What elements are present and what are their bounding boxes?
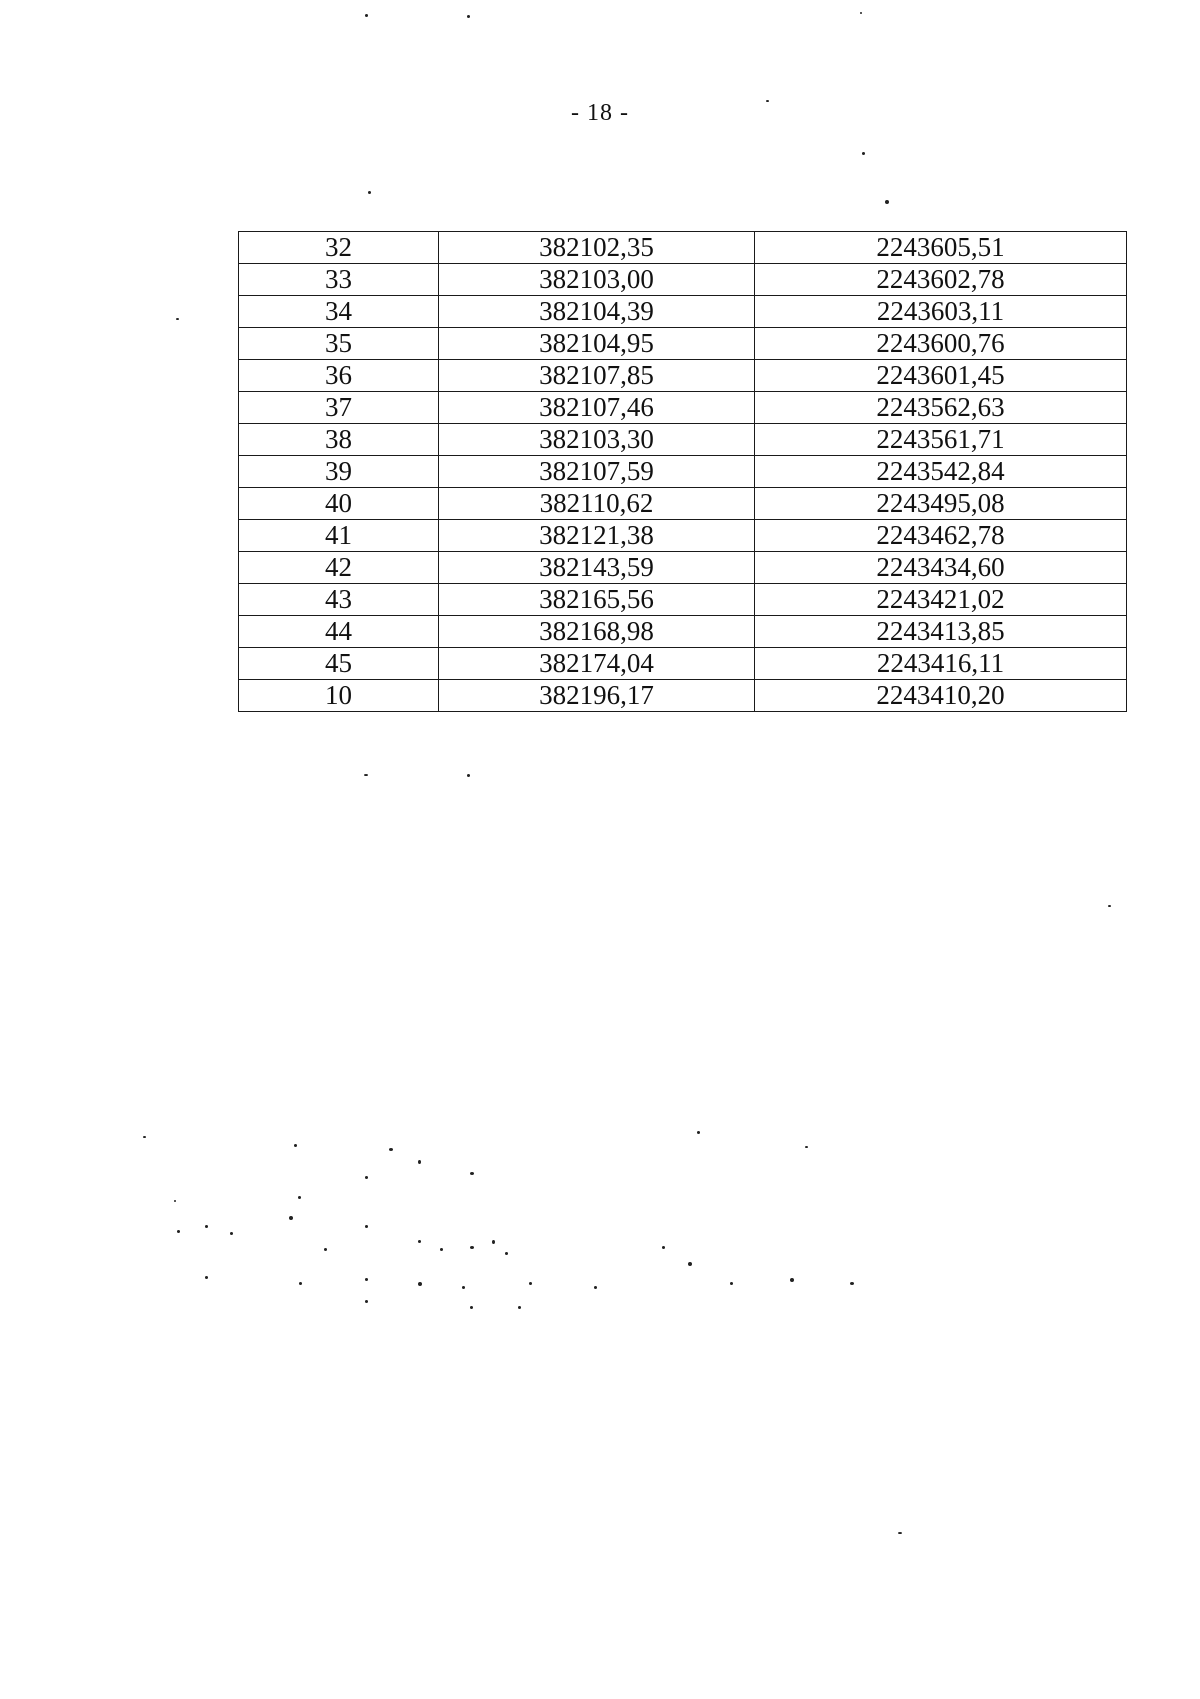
x-coordinate-cell: 382107,85 [439, 360, 755, 392]
scan-speck [176, 318, 179, 320]
y-coordinate-cell: 2243495,08 [755, 488, 1127, 520]
scan-speck [418, 1240, 421, 1243]
point-number-cell: 40 [239, 488, 439, 520]
y-coordinate-cell: 2243542,84 [755, 456, 1127, 488]
scan-speck [594, 1286, 597, 1289]
x-coordinate-cell: 382110,62 [439, 488, 755, 520]
table-row [239, 584, 1127, 616]
table-row [239, 328, 1127, 360]
scan-speck [766, 100, 769, 102]
x-coordinate-cell: 382104,39 [439, 296, 755, 328]
x-coordinate-cell: 382104,95 [439, 328, 755, 360]
x-coordinate-cell: 382103,30 [439, 424, 755, 456]
scan-speck [790, 1278, 794, 1282]
y-coordinate-cell: 2243600,76 [755, 328, 1127, 360]
y-coordinate-cell: 2243605,51 [755, 232, 1127, 264]
scan-speck [505, 1252, 508, 1255]
scan-speck [389, 1148, 393, 1151]
scan-speck [177, 1230, 180, 1233]
scan-speck [365, 1225, 368, 1228]
coordinates-table [238, 231, 1127, 712]
scan-speck [529, 1282, 532, 1285]
x-coordinate-cell: 382107,59 [439, 456, 755, 488]
scan-speck [365, 1300, 368, 1303]
scan-speck [470, 1172, 474, 1175]
x-coordinate-cell: 382143,59 [439, 552, 755, 584]
scan-speck [470, 1246, 474, 1249]
scan-speck [298, 1196, 301, 1199]
y-coordinate-cell: 2243601,45 [755, 360, 1127, 392]
scan-speck [143, 1136, 146, 1138]
scan-speck [885, 200, 889, 204]
scan-speck [205, 1225, 208, 1228]
scan-speck [289, 1216, 293, 1220]
table-row [239, 648, 1127, 680]
table-row [239, 360, 1127, 392]
scan-speck [467, 15, 470, 18]
point-number-cell: 45 [239, 648, 439, 680]
scan-speck [299, 1282, 302, 1285]
x-coordinate-cell: 382196,17 [439, 680, 755, 712]
x-coordinate-cell: 382165,56 [439, 584, 755, 616]
scan-speck [850, 1282, 854, 1285]
point-number-cell: 43 [239, 584, 439, 616]
scan-speck [364, 774, 368, 776]
point-number-cell: 33 [239, 264, 439, 296]
scan-speck [230, 1232, 233, 1235]
scan-speck [205, 1276, 208, 1279]
table-row [239, 456, 1127, 488]
scan-speck [805, 1146, 808, 1148]
scan-speck [862, 152, 865, 155]
table-row [239, 552, 1127, 584]
x-coordinate-cell: 382168,98 [439, 616, 755, 648]
point-number-cell: 39 [239, 456, 439, 488]
scan-speck [1108, 905, 1111, 907]
page-number: - 18 - [571, 100, 629, 126]
y-coordinate-cell: 2243413,85 [755, 616, 1127, 648]
y-coordinate-cell: 2243462,78 [755, 520, 1127, 552]
y-coordinate-cell: 2243421,02 [755, 584, 1127, 616]
table-row [239, 296, 1127, 328]
scan-speck [324, 1248, 327, 1251]
scan-speck [662, 1246, 665, 1249]
y-coordinate-cell: 2243603,11 [755, 296, 1127, 328]
table-row [239, 424, 1127, 456]
table-row [239, 264, 1127, 296]
point-number-cell: 35 [239, 328, 439, 360]
scan-speck [418, 1160, 421, 1164]
table-row [239, 488, 1127, 520]
scan-speck [462, 1286, 465, 1289]
scan-speck [365, 1176, 368, 1179]
point-number-cell: 41 [239, 520, 439, 552]
scan-speck [467, 774, 470, 777]
point-number-cell: 10 [239, 680, 439, 712]
scan-speck [440, 1248, 443, 1251]
x-coordinate-cell: 382103,00 [439, 264, 755, 296]
table-row [239, 392, 1127, 424]
table-row [239, 616, 1127, 648]
x-coordinate-cell: 382102,35 [439, 232, 755, 264]
scan-speck [860, 12, 862, 14]
scan-speck [898, 1532, 902, 1534]
scan-speck [365, 1278, 368, 1281]
table-row [239, 232, 1127, 264]
y-coordinate-cell: 2243561,71 [755, 424, 1127, 456]
point-number-cell: 37 [239, 392, 439, 424]
point-number-cell: 32 [239, 232, 439, 264]
scan-speck [368, 191, 371, 194]
y-coordinate-cell: 2243434,60 [755, 552, 1127, 584]
scan-speck [518, 1306, 521, 1309]
scan-speck [688, 1262, 692, 1266]
y-coordinate-cell: 2243562,63 [755, 392, 1127, 424]
point-number-cell: 34 [239, 296, 439, 328]
scan-speck [294, 1144, 297, 1147]
table-row [239, 680, 1127, 712]
y-coordinate-cell: 2243410,20 [755, 680, 1127, 712]
x-coordinate-cell: 382121,38 [439, 520, 755, 552]
scan-speck [365, 14, 368, 17]
x-coordinate-cell: 382107,46 [439, 392, 755, 424]
x-coordinate-cell: 382174,04 [439, 648, 755, 680]
point-number-cell: 42 [239, 552, 439, 584]
point-number-cell: 44 [239, 616, 439, 648]
scan-speck [492, 1240, 495, 1244]
y-coordinate-cell: 2243602,78 [755, 264, 1127, 296]
scan-speck [697, 1131, 700, 1134]
point-number-cell: 38 [239, 424, 439, 456]
table-row [239, 520, 1127, 552]
scan-speck [730, 1282, 733, 1285]
scan-speck [174, 1200, 176, 1202]
point-number-cell: 36 [239, 360, 439, 392]
scan-speck [418, 1282, 422, 1286]
y-coordinate-cell: 2243416,11 [755, 648, 1127, 680]
scan-speck [470, 1306, 473, 1309]
